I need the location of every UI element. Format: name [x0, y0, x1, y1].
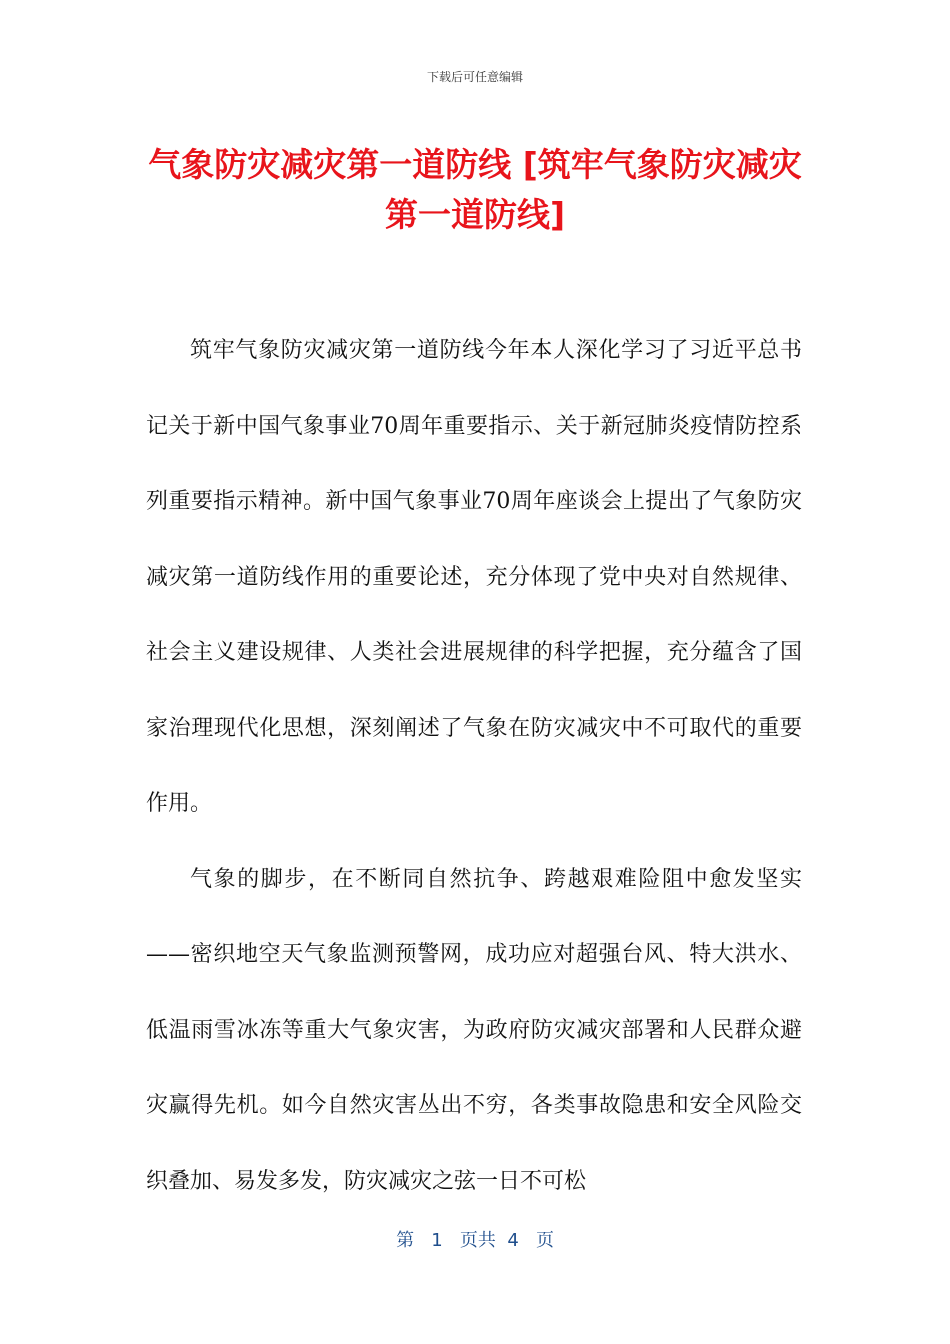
footer-total-pages: 4 [507, 1230, 519, 1251]
paragraph-2: 气象的脚步，在不断同自然抗争、跨越艰难险阻中愈发坚实——密织地空天气象监测预警网，成功应对超强台风、特大洪水、低温雨雪冰冻等重大气象灾害，为政府防灾减灾部署和人民群众避灾赢得先机。如今自然灾害丛出不穷，各类事故隐患和安全风险交织叠加、易发多发，防灾减灾之弦一日不可松 [146, 866, 802, 1194]
footer-suffix: 页 [535, 1230, 554, 1251]
document-body [146, 313, 802, 1219]
header-note: 下载后可任意编辑 [426, 70, 523, 84]
document-title: 气象防灾减灾第一道防线 [筑牢气象防灾减灾第一道防线] [148, 145, 802, 234]
footer-prefix: 第 [396, 1230, 415, 1251]
footer-middle: 页共 [459, 1230, 496, 1251]
paragraph-1: 筑牢气象防灾减灾第一道防线今年本人深化学习了习近平总书记关于新中国气象事业70周年重要指示、关于新冠肺炎疫情防控系列重要指示精神。新中国气象事业70周年座谈会上提出了气象防灾减灾第一道防线作用的重要论述，充分体现了党中央对自然规律、社会主义建设规律、人类社会进展规律的科学把握，充分蕴含了国家治理现代化思想，深刻阐述了气象在防灾减灾中不可取代的重要作用。 [146, 338, 802, 816]
page-footer [0, 1226, 950, 1252]
footer-page-number: 1 [431, 1230, 443, 1251]
